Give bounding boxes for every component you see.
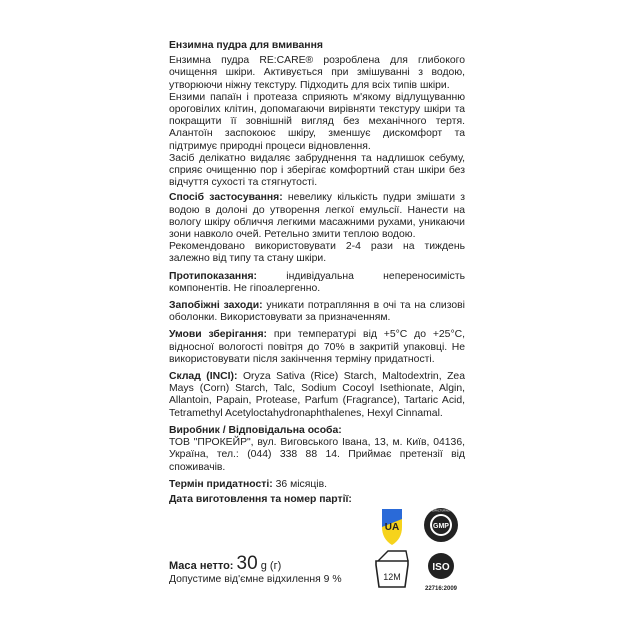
ingredients-text: Oryza Sativa (Rice) Starch, Maltodextrin, Zea Mays (Corn) Starch, Talc, Sodium Cocoyl Isethionate, Algin, Allantoin, Papain, Protease, Parfum (Fragrance), Tartaric Acid, Tetramethyl Acetyloctahydronaphthalenes, Hexyl Cinnamal. [169, 371, 465, 419]
storage-text: при температурі від +5°С до +25°С, відносної вологості повітря до 70% в закритій упаковці. Не використовувати після закінчення терміну придатності. [169, 329, 465, 365]
iso-text: ISO [432, 562, 450, 573]
net-mass-label: Маса нетто: [169, 560, 237, 572]
contraindications-text: індивідуальна непереносимість компонентів. Не гіпоалергенно. [169, 270, 465, 294]
net-mass [169, 553, 281, 575]
pao-icon [376, 551, 408, 587]
gmp-ring-text: GOOD MANUFACTURING PRACTICE [418, 509, 464, 513]
shelf-life-text: 36 місяців. [272, 478, 328, 490]
usage-text: невелику кількість пудри змішати з водою в долоні до утворення легкої емульсії. Нанести на вологу шкіру обличчя легкими масажними рухами, уникаючи зони навколо очей. Ретельно змити теплою водою. [169, 192, 465, 241]
ua-text: UA [384, 522, 400, 533]
storage-label: Умови зберігання: [169, 329, 267, 341]
tolerance-text: Допустиме від'ємне відхилення 9 % [169, 574, 342, 585]
ingredients-label: Склад (INCI): [169, 371, 238, 383]
batch-label: Дата виготовлення та номер партії: [169, 493, 352, 505]
gmp-text: GMP [433, 523, 449, 530]
manufacturer-label-text: Виробник / Відповідальна особа: [169, 424, 342, 436]
net-mass-unit: g (г) [257, 560, 282, 572]
usage-section [169, 192, 465, 241]
certification-icons [368, 505, 464, 595]
usage-frequency: Рекомендовано використовувати 2-4 рази на тиждень залежно від типу та стану шкіри. [169, 241, 465, 265]
net-mass-value: 30 [236, 553, 258, 574]
pao-text: 12M [383, 572, 401, 582]
manufacturer-text: ТОВ "ПРОКЕЙР", вул. Виговського Івана, 13, м. Київ, 04136, Україна, тел.: (044) 338 88 14. Приймає претензії від споживачів. [169, 437, 465, 473]
precautions-section [169, 300, 465, 324]
product-title: Ензимна пудра для вмивання [169, 40, 323, 51]
shelf-life-label: Термін придатності: [169, 478, 273, 490]
ingredients-section [169, 371, 465, 420]
precautions-label: Запобіжні заходи: [169, 300, 263, 312]
contraindications-label: Протипоказання: [169, 270, 257, 282]
shelf-life-section [169, 479, 465, 491]
storage-section [169, 329, 465, 366]
ua-quality-icon [382, 509, 402, 545]
usage-label: Спосіб застосування: [169, 192, 283, 204]
contraindications-section [169, 271, 465, 295]
gmp-icon [418, 508, 463, 542]
precautions-text: уникати потрапляння в очі та на слизові оболонки. Використовувати за призначенням. [169, 300, 465, 324]
intro-paragraph-2: Ензими папаїн і протеаза сприяють м'якому відлущуванню ороговілих клітин, допомагаючи вирівняти текстуру шкіри та покращити її зовнішній вигляд без механічного тертя. Алантоїн заспокоює шкіру, зменшує дискомфорт та підтримує природні процеси відновлення. [169, 91, 465, 152]
iso-number: 22716:2009 [424, 586, 458, 592]
manufacturer-label [169, 425, 465, 437]
product-label [169, 40, 465, 506]
iso-icon [425, 553, 458, 592]
intro-paragraph-1: Ензимна пудра RE:CARE® розроблена для глибокого очищення шкіри. Активується при змішуванні з водою, утворюючи ніжну текстуру. Підходить для всіх типів шкіри. [169, 55, 465, 91]
intro-paragraph-3: Засіб делікатно видаляє забруднення та надлишок себуму, сприяє очищенню пор і зберігає комфортний стан шкіри без відчуття сухості та стягнутості. [169, 152, 465, 189]
